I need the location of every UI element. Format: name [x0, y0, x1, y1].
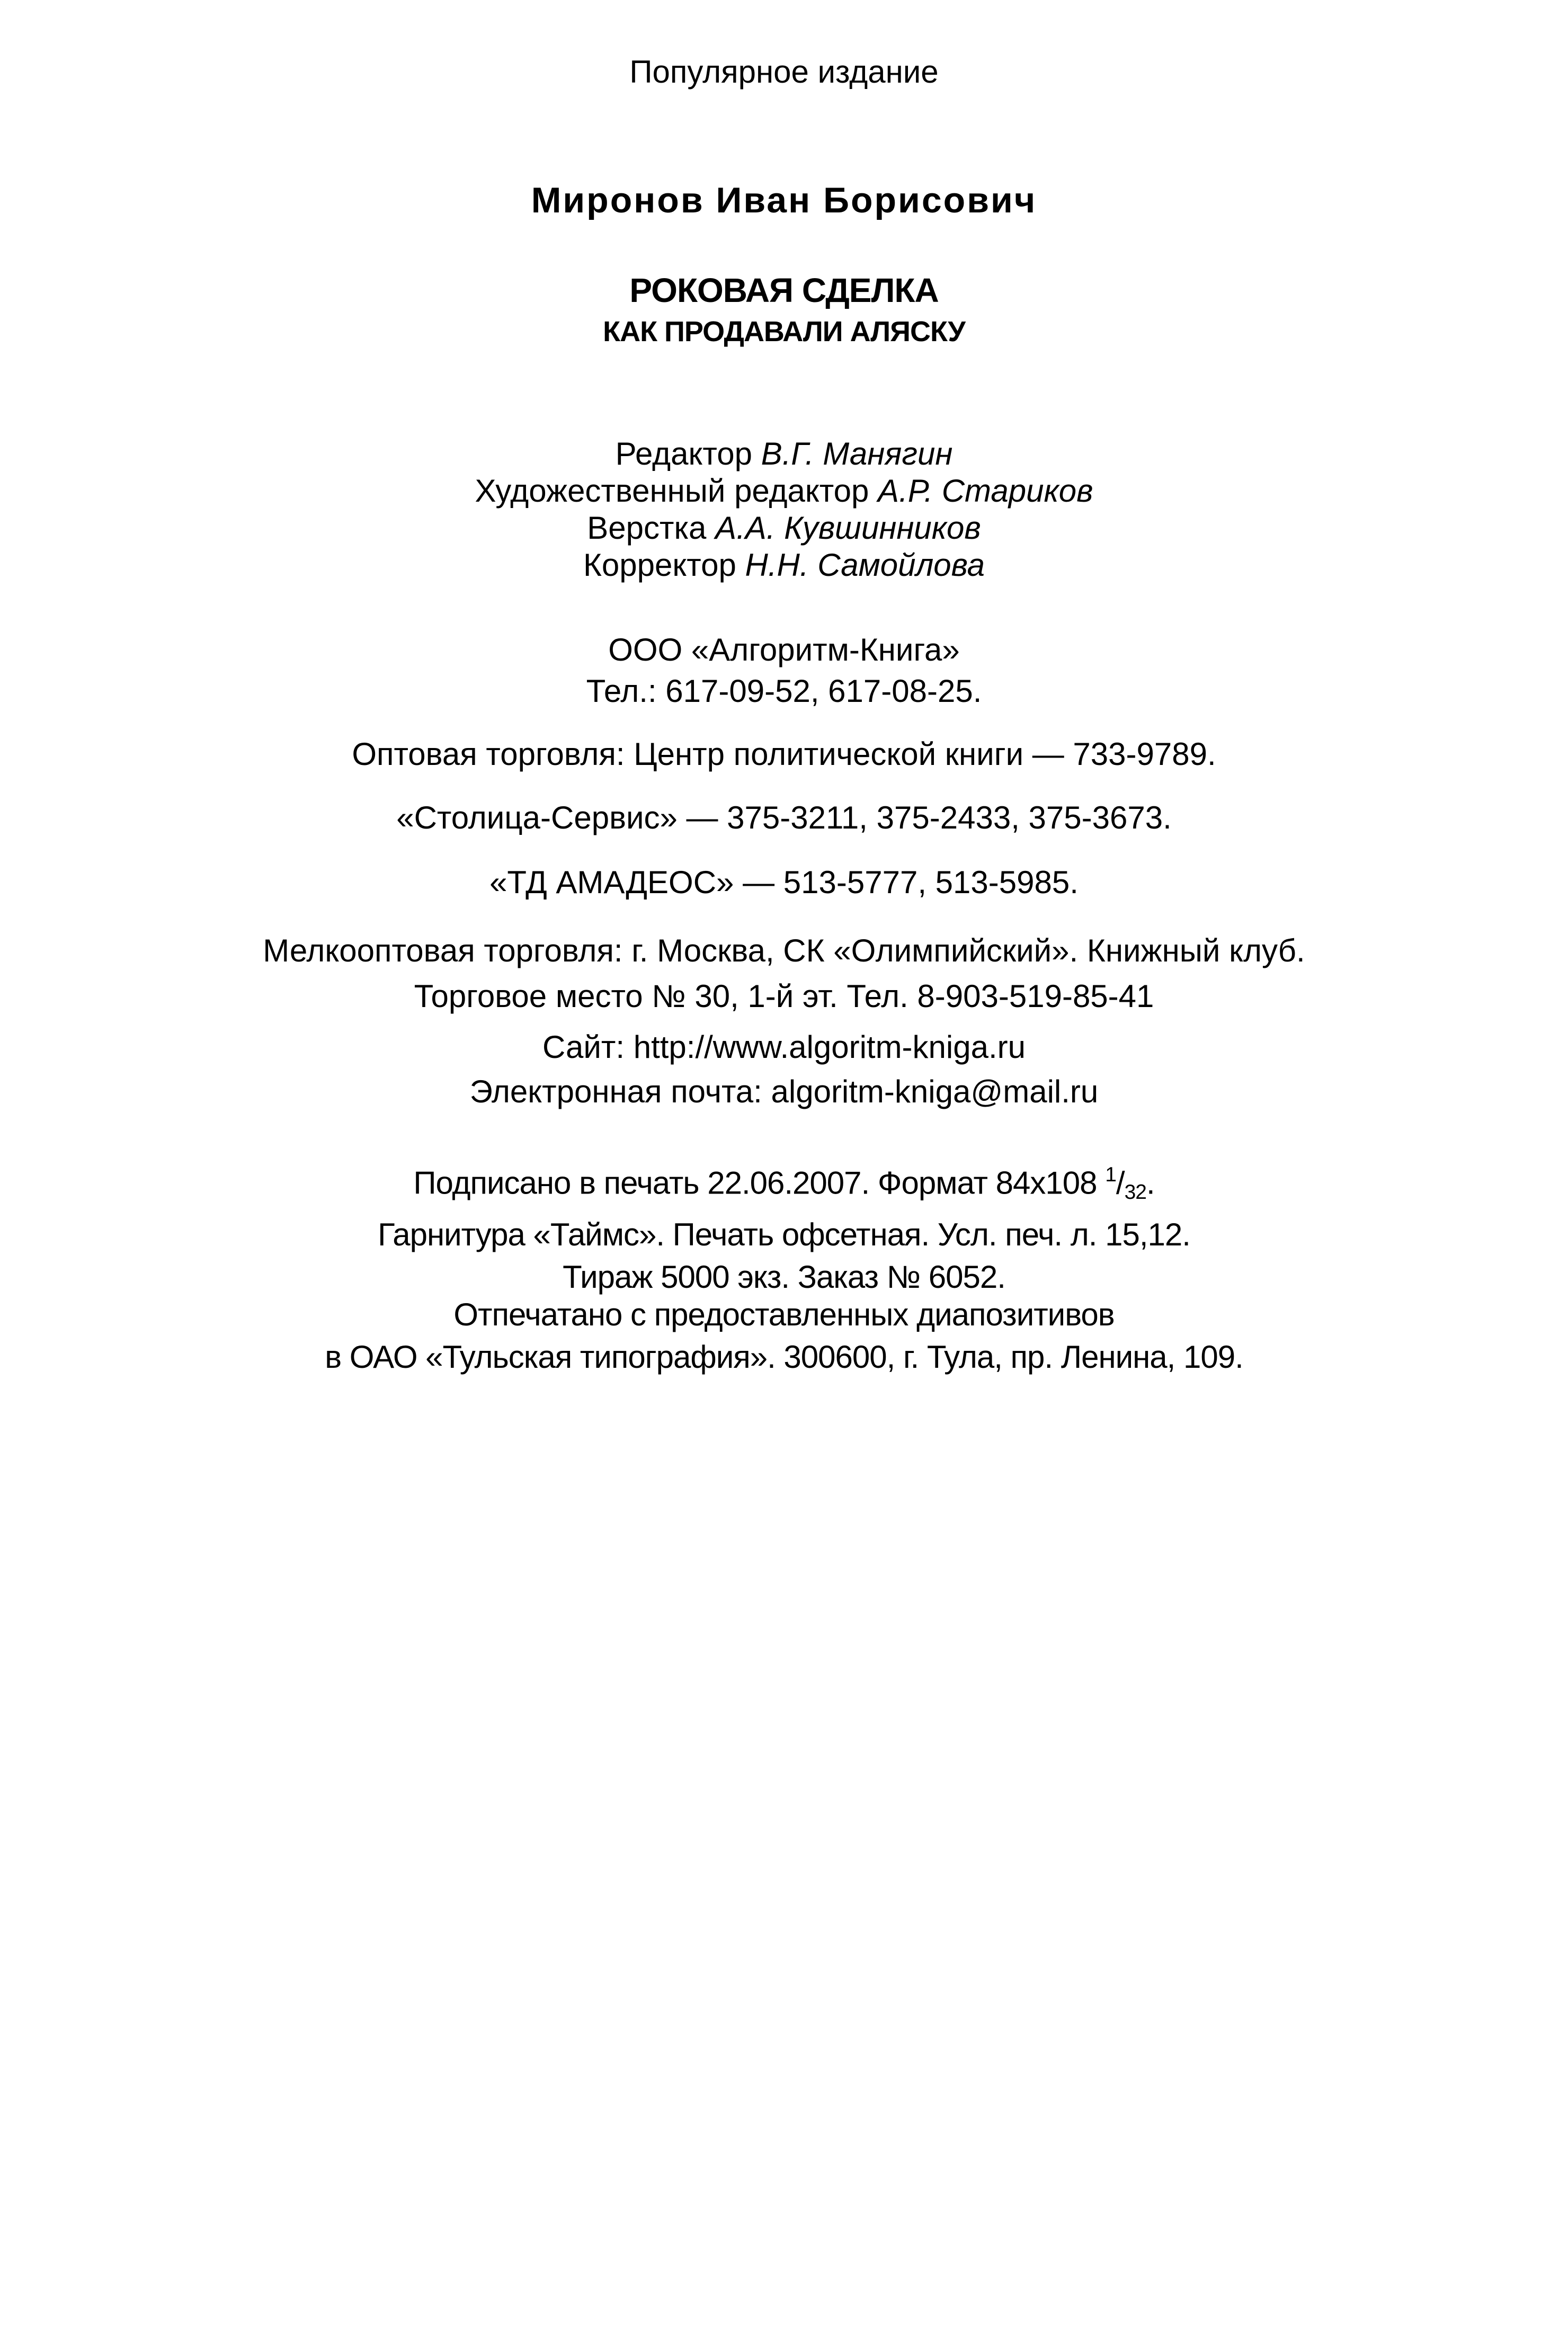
print-info-block [0, 1154, 1568, 1298]
staff-role: Художественный редактор [475, 473, 869, 509]
web-contacts-block [0, 1025, 1568, 1114]
staff-line-art-editor [0, 473, 1568, 510]
font-print-line: Гарнитура «Таймс». Печать офсетная. Усл. печ. л. 15,12. [378, 1217, 1190, 1253]
small-wholesale-line-1: Мелкооптовая торговля: г. Москва, СК «Олимпийский». Книжный клуб. [263, 933, 1305, 968]
format-denominator: 32 [1124, 1181, 1146, 1204]
website-line: Сайт: http://www.algoritm-kniga.ru [542, 1029, 1026, 1065]
publisher-phone: Тел.: 617-09-52, 617-08-25. [586, 673, 982, 709]
wholesale-line: Оптовая торговля: Центр политической книги — 733-9789. [352, 736, 1216, 772]
format-numerator: 1 [1105, 1163, 1116, 1186]
author-block [0, 179, 1568, 221]
staff-person: А.Р. Стариков [878, 473, 1093, 509]
staff-person: Н.Н. Самойлова [745, 547, 985, 583]
publisher-name: ООО «Алгоритм-Книга» [608, 632, 960, 667]
small-wholesale-line-2: Торговое место № 30, 1-й эт. Тел. 8-903-519-85-41 [414, 978, 1154, 1014]
staff-line-layout [0, 510, 1568, 547]
printer-line-2: в ОАО «Тульская типография». 300600, г. Тула, пр. Ленина, 109. [325, 1339, 1243, 1375]
amadeos-block [0, 863, 1568, 902]
format-separator: / [1116, 1165, 1125, 1201]
series-label-block [0, 53, 1568, 91]
email-line: Электронная почта: algoritm-kniga@mail.ru [469, 1074, 1099, 1109]
signed-text: Подписано в печать 22.06.2007. Формат 84x108 [413, 1165, 1097, 1201]
print-run-line: Тираж 5000 экз. Заказ № 6052. [563, 1259, 1005, 1295]
staff-line-editor [0, 435, 1568, 473]
printer-block [0, 1294, 1568, 1378]
publisher-block [0, 629, 1568, 712]
author-name: Миронов Иван Борисович [531, 180, 1037, 220]
printer-line-1: Отпечатано с предоставленных диапозитивов [453, 1297, 1115, 1332]
staff-role: Верстка [587, 510, 707, 546]
book-title: РОКОВАЯ СДЕЛКА [629, 271, 939, 309]
staff-line-proofreader [0, 547, 1568, 584]
stolica-block [0, 799, 1568, 837]
amadeos-line: «ТД АМАДЕОС» — 513-5777, 513-5985. [489, 865, 1079, 900]
wholesale-block [0, 735, 1568, 773]
staff-person: А.А. Кувшинников [715, 510, 981, 546]
small-wholesale-block [0, 928, 1568, 1019]
stolica-line: «Столица-Сервис» — 375-3211, 375-2433, 375-3673. [396, 800, 1172, 835]
book-subtitle: КАК ПРОДАВАЛИ АЛЯСКУ [603, 316, 965, 348]
staff-role: Редактор [615, 436, 752, 471]
staff-person: В.Г. Манягин [761, 436, 953, 471]
staff-credits [0, 435, 1568, 584]
series-label: Популярное издание [629, 54, 939, 90]
signed-to-print-line [0, 1154, 1568, 1214]
title-block [0, 269, 1568, 352]
format-end: . [1146, 1165, 1155, 1201]
staff-role: Корректор [583, 547, 736, 583]
